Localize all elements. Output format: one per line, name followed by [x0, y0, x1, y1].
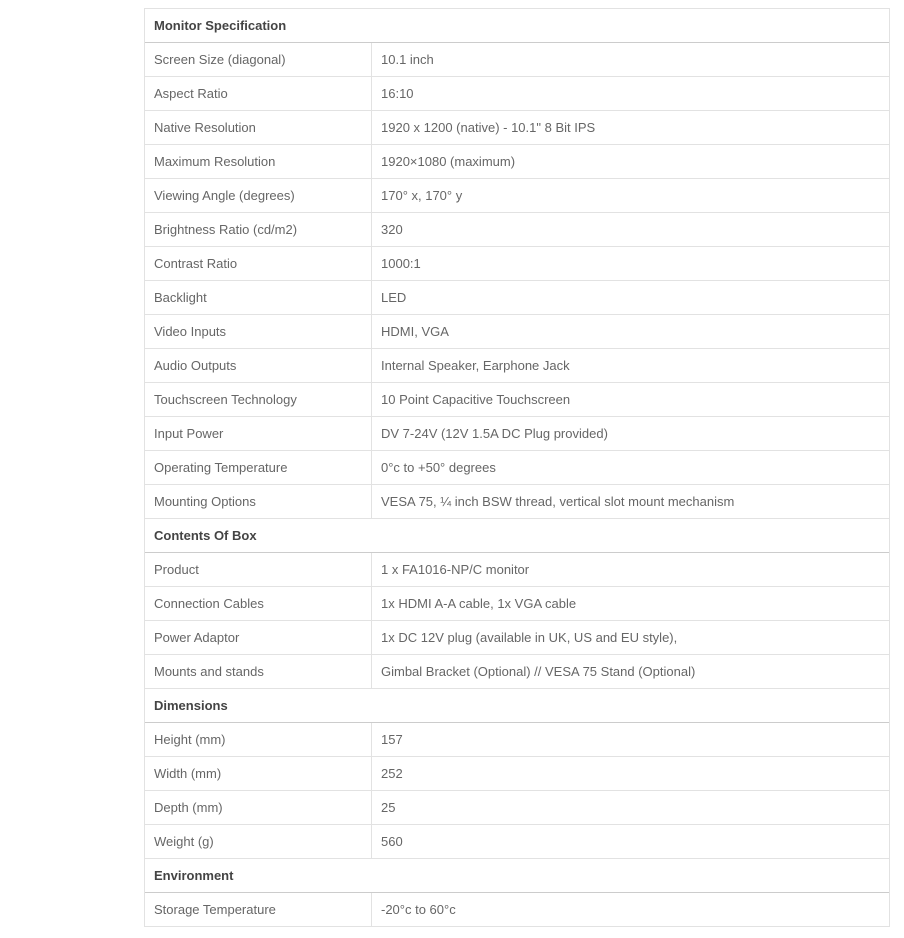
section-title: Contents Of Box [154, 528, 257, 543]
spec-label: Viewing Angle (degrees) [145, 179, 372, 212]
table-row [145, 655, 889, 689]
spec-value: 320 [381, 222, 403, 237]
spec-value: 1920 x 1200 (native) - 10.1" 8 Bit IPS [381, 120, 596, 135]
spec-label: Connection Cables [145, 587, 372, 620]
spec-label: Touchscreen Technology [145, 383, 372, 416]
spec-label: Backlight [145, 281, 372, 314]
spec-value: 170° x, 170° y [381, 188, 463, 203]
spec-value: Gimbal Bracket (Optional) // VESA 75 Stand (Optional) [381, 664, 696, 679]
spec-value: 1 x FA1016-NP/C monitor [381, 562, 530, 577]
spec-label: Power Adaptor [145, 621, 372, 654]
table-row [145, 417, 889, 451]
table-row [145, 281, 889, 315]
spec-label: Contrast Ratio [145, 247, 372, 280]
table-row [145, 111, 889, 145]
table-row [145, 791, 889, 825]
spec-value: LED [381, 290, 407, 305]
spec-value: 1x HDMI A-A cable, 1x VGA cable [381, 596, 577, 611]
table-row [145, 315, 889, 349]
section-header-row [145, 859, 889, 893]
table-row [145, 553, 889, 587]
table-row [145, 349, 889, 383]
table-row [145, 723, 889, 757]
spec-value: 1920×1080 (maximum) [381, 154, 516, 169]
spec-label: Weight (g) [145, 825, 372, 858]
spec-value: 10.1 inch [381, 52, 434, 67]
section-header-row [145, 519, 889, 553]
table-row [145, 587, 889, 621]
spec-label: Screen Size (diagonal) [145, 43, 372, 76]
spec-label: Maximum Resolution [145, 145, 372, 178]
spec-value: 1000:1 [381, 256, 421, 271]
spec-value: 0°c to +50° degrees [381, 460, 496, 475]
spec-value: VESA 75, ¼ inch BSW thread, vertical slot mount mechanism [381, 494, 735, 509]
spec-value: Internal Speaker, Earphone Jack [381, 358, 570, 373]
spec-value: -20°c to 60°c [381, 902, 456, 917]
table-row [145, 757, 889, 791]
spec-value: 16:10 [381, 86, 414, 101]
spec-label: Mounts and stands [145, 655, 372, 688]
section-title: Monitor Specification [154, 18, 287, 33]
spec-value: 560 [381, 834, 403, 849]
spec-label: Video Inputs [145, 315, 372, 348]
spec-label: Height (mm) [145, 723, 372, 756]
table-row [145, 893, 889, 926]
spec-value: 25 [381, 800, 396, 815]
spec-value: HDMI, VGA [381, 324, 449, 339]
spec-label: Width (mm) [145, 757, 372, 790]
table-row [145, 485, 889, 519]
spec-label: Product [145, 553, 372, 586]
table-row [145, 213, 889, 247]
section-title: Environment [154, 868, 234, 883]
spec-label: Aspect Ratio [145, 77, 372, 110]
spec-label: Native Resolution [145, 111, 372, 144]
table-row [145, 621, 889, 655]
table-row [145, 825, 889, 859]
spec-label: Operating Temperature [145, 451, 372, 484]
spec-label: Depth (mm) [145, 791, 372, 824]
spec-value: 10 Point Capacitive Touchscreen [381, 392, 571, 407]
table-row [145, 43, 889, 77]
spec-label: Mounting Options [145, 485, 372, 518]
table-row [145, 247, 889, 281]
spec-value: DV 7-24V (12V 1.5A DC Plug provided) [381, 426, 608, 441]
table-row [145, 451, 889, 485]
spec-value: 252 [381, 766, 403, 781]
section-header-row [145, 689, 889, 723]
spec-value: 1x DC 12V plug (available in UK, US and EU style), [381, 630, 678, 645]
spec-label: Input Power [145, 417, 372, 450]
spec-table [144, 8, 890, 927]
table-row [145, 179, 889, 213]
section-title: Dimensions [154, 698, 228, 713]
table-row [145, 383, 889, 417]
table-row [145, 77, 889, 111]
spec-label: Audio Outputs [145, 349, 372, 382]
spec-label: Storage Temperature [145, 893, 372, 926]
section-header-row [145, 9, 889, 43]
spec-label: Brightness Ratio (cd/m2) [145, 213, 372, 246]
spec-value: 157 [381, 732, 403, 747]
table-row [145, 145, 889, 179]
